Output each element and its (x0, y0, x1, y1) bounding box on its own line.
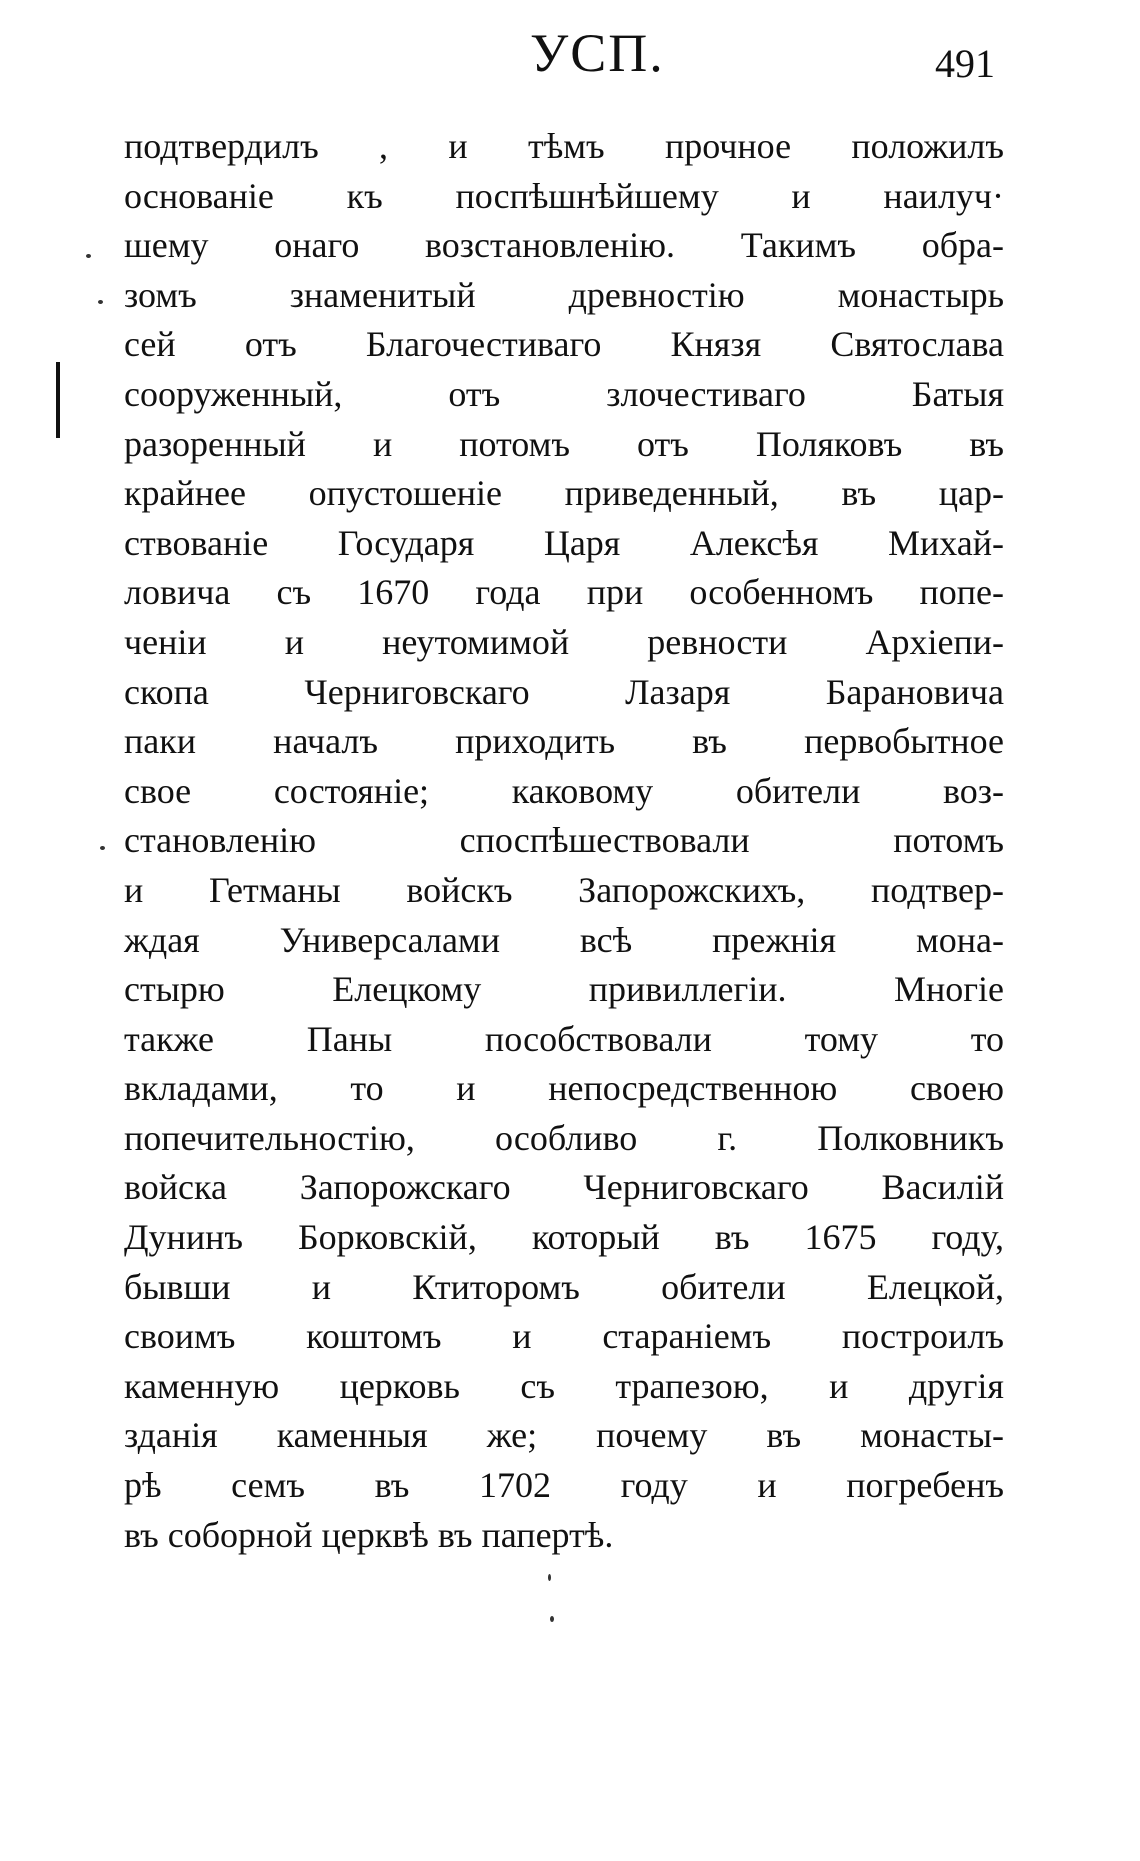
ink-speck (550, 1616, 554, 1622)
text-line: войска Запорожскаго Черниговскаго Василiй (124, 1167, 1004, 1208)
text-line: каменную церковь съ трапезою, и другiя (124, 1365, 1004, 1406)
text-line: зданiя каменныя же; почему въ монасты- (124, 1415, 1004, 1456)
text-line: зомъ знаменитый древностiю монастырь (124, 274, 1004, 315)
text-line: Дунинъ Борковскiй, который въ 1675 году, (124, 1217, 1004, 1258)
text-line: попечительностiю, особливо г. Полковникъ (124, 1117, 1004, 1158)
text-line: и Гетманы войскъ Запорожскихъ, подтвер- (124, 869, 1004, 910)
text-line: крайнее опустошенiе приведенный, въ цар- (124, 473, 1004, 514)
ink-speck (548, 1574, 551, 1581)
text-line: паки началъ приходить въ первобытное (124, 721, 1004, 762)
ink-speck (100, 846, 105, 850)
text-line: стырю Елецкому привиллегiи. Многiе (124, 969, 1004, 1010)
text-line: въ соборной церквѣ въ папертѣ. (124, 1514, 614, 1555)
text-line: шему онаго возстановленiю. Такимъ обра- (124, 225, 1004, 266)
text-line: также Паны пособствовали тому то (124, 1018, 1004, 1059)
text-line: свое состоянiе; каковому обители воз- (124, 770, 1004, 811)
ink-speck (86, 254, 91, 258)
text-line: своимъ коштомъ и старанiемъ построилъ (124, 1316, 1004, 1357)
running-head: УСП. (530, 23, 665, 83)
ink-speck (98, 300, 103, 304)
margin-mark (56, 362, 60, 438)
text-line: сей отъ Благочестиваго Князя Святослава (124, 324, 1004, 365)
text-line: ченiи и неутомимой ревности Архiепи- (124, 621, 1004, 662)
text-line: ждая Универсалами всѣ прежнiя мона- (124, 919, 1004, 960)
text-line: рѣ семъ въ 1702 году и погребенъ (124, 1465, 1004, 1506)
text-line: разоренный и потомъ отъ Поляковъ въ (124, 423, 1004, 464)
text-line: становленiю споспѣшествовали потомъ (124, 820, 1004, 861)
text-line: скопа Черниговскаго Лазаря Барановича (124, 671, 1004, 712)
text-line: основанiе къ поспѣшнѣйшему и наилуч· (124, 175, 1004, 216)
text-line: ствованiе Государя Царя Алексѣя Михай- (124, 522, 1004, 563)
page-number: 491 (935, 41, 995, 86)
text-line: вкладами, то и непосредственною своею (124, 1068, 1004, 1109)
text-line: ловича съ 1670 года при особенномъ попе- (124, 572, 1004, 613)
text-line: подтвердилъ , и тѣмъ прочное положилъ (124, 126, 1004, 166)
text-line: сооруженный, отъ злочестиваго Батыя (124, 373, 1004, 414)
text-line: бывши и Ктиторомъ обители Елецкой, (124, 1266, 1004, 1307)
body-text (124, 122, 1004, 1560)
